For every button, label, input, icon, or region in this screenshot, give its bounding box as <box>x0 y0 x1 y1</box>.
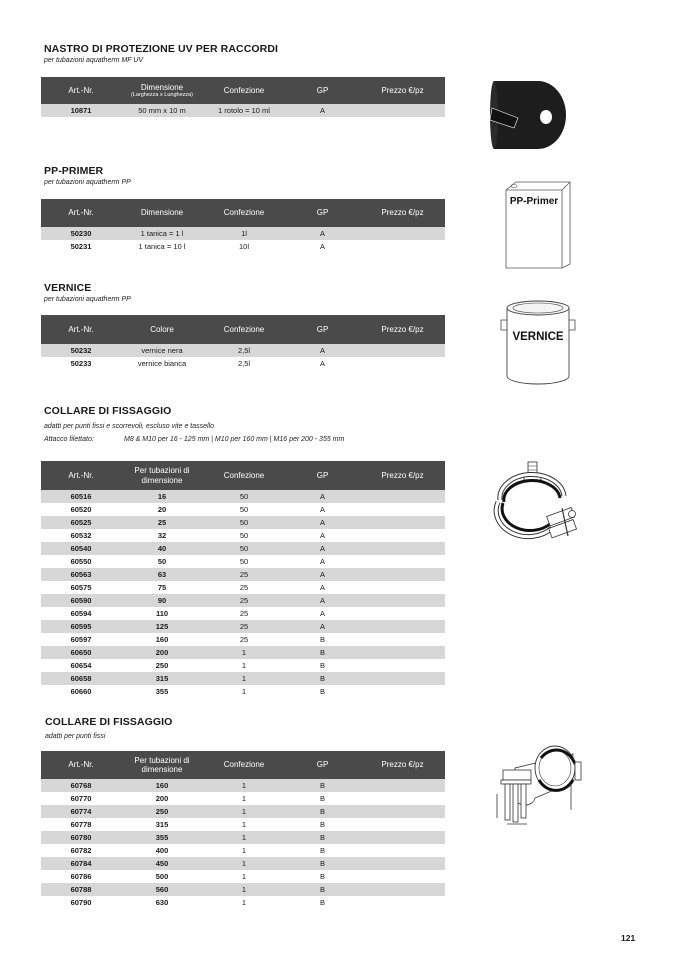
col-header-gp: GP <box>285 199 360 227</box>
table-row <box>41 490 445 503</box>
cell-gp: A <box>285 490 360 503</box>
vernice-label: VERNICE <box>512 331 564 343</box>
cell-art-nr: 60788 <box>41 883 121 896</box>
cell-dimension: 1 tanica = 10 l <box>138 242 186 251</box>
cell-gp: B <box>319 820 325 829</box>
table-row <box>41 685 445 698</box>
cell-gp: A <box>319 505 325 514</box>
cell-gp: B <box>285 883 360 896</box>
table-body <box>41 104 445 117</box>
cell-gp: B <box>319 898 325 907</box>
col-header-gp: GP <box>285 751 360 779</box>
cell-packaging: 1 <box>203 646 285 659</box>
cell-price <box>360 633 445 646</box>
col-header-price: Prezzo €/pz <box>360 751 445 779</box>
cell-packaging: 25 <box>203 594 285 607</box>
table-row <box>41 516 445 529</box>
cell-gp: A <box>319 609 325 618</box>
cell-gp: A <box>319 557 325 566</box>
table-row <box>41 831 445 844</box>
pipe-clamp-image <box>490 458 585 548</box>
section-title: NASTRO DI PROTEZIONE UV PER RACCORDI <box>44 43 279 55</box>
section-title: VERNICE <box>44 282 92 294</box>
col-header-price: Prezzo €/pz <box>360 461 445 490</box>
cell-gp: B <box>319 635 325 644</box>
thread-spec-value: M8 & M10 per 16 - 125 mm | M10 per 160 mm | M16 per 200 - 355 mm <box>124 436 345 443</box>
col-header-dimension <box>121 77 203 104</box>
cell-packaging: 1 <box>241 820 247 829</box>
cell-gp: A <box>285 344 360 357</box>
table-row <box>41 659 445 672</box>
cell-price <box>360 227 445 240</box>
cell-dimension: 160 <box>155 635 169 644</box>
cell-price <box>360 805 445 818</box>
col-header-price: Prezzo €/pz <box>360 199 445 227</box>
cell-dimension: 200 <box>155 794 169 803</box>
cell-art-nr: 60790 <box>70 898 92 907</box>
cell-packaging: 25 <box>203 620 285 633</box>
table-row <box>41 792 445 805</box>
section-subtitle: adatti per punti fissi <box>45 733 106 740</box>
cell-gp: A <box>319 531 325 540</box>
cell-price <box>360 896 445 909</box>
cell-art-nr: 60768 <box>41 779 121 792</box>
cell-price <box>360 240 445 253</box>
fixed-point-clamp-image <box>493 740 588 835</box>
table-row <box>41 503 445 516</box>
cell-price <box>360 516 445 529</box>
cell-price <box>360 646 445 659</box>
cell-gp: B <box>285 646 360 659</box>
cell-dimension: 355 <box>155 687 169 696</box>
cell-packaging: 50 <box>239 531 249 540</box>
cell-gp: A <box>319 583 325 592</box>
cell-dimension: 50 <box>157 557 167 566</box>
col-header-packaging: Confezione <box>203 199 285 227</box>
cell-art-nr: 60595 <box>41 620 121 633</box>
cell-dimension: 160 <box>121 779 203 792</box>
table-row <box>41 883 445 896</box>
table-row <box>41 779 445 792</box>
cell-gp: A <box>285 104 360 117</box>
col-header-art: Art.-Nr. <box>41 751 121 779</box>
cell-art-nr: 60778 <box>70 820 92 829</box>
table-row <box>41 357 445 370</box>
cell-art-nr: 50232 <box>41 344 121 357</box>
cell-art-nr: 60540 <box>41 542 121 555</box>
cell-packaging: 1 <box>203 805 285 818</box>
product-table <box>41 77 445 117</box>
col-header-dimension-note: (Larghezza x Lunghezza) <box>130 91 194 98</box>
cell-gp: B <box>319 846 325 855</box>
cell-price <box>360 555 445 568</box>
col-header-gp: GP <box>285 315 360 344</box>
product-table <box>41 199 445 253</box>
cell-dimension: 315 <box>155 820 169 829</box>
cell-dimension: 200 <box>121 646 203 659</box>
cell-packaging: 1 <box>203 779 285 792</box>
cell-art-nr: 60780 <box>41 831 121 844</box>
table-row <box>41 104 445 117</box>
cell-dimension: vernice nera <box>121 344 203 357</box>
cell-gp: B <box>285 779 360 792</box>
cell-gp: A <box>285 516 360 529</box>
cell-art-nr: 60770 <box>70 794 92 803</box>
col-header-pipe-size: Per tubazioni di dimensione <box>121 461 203 490</box>
cell-dimension: 315 <box>121 672 203 685</box>
col-header-pipe-size: Per tubazioni di dimensione <box>121 751 203 779</box>
cell-gp: A <box>285 227 360 240</box>
cell-packaging: 1 <box>241 846 247 855</box>
table-row <box>41 818 445 831</box>
cell-dimension: 25 <box>121 516 203 529</box>
cell-dimension: 250 <box>155 661 169 670</box>
pp-primer-canister-image <box>502 180 572 270</box>
section-subtitle: adatti per punti fissi e scorrevoli, escluso vite e tassello <box>44 423 215 430</box>
cell-art-nr: 50230 <box>41 227 121 240</box>
cell-price <box>360 490 445 503</box>
cell-packaging: 10l <box>238 242 249 251</box>
cell-price <box>360 818 445 831</box>
cell-art-nr: 60594 <box>70 609 92 618</box>
cell-gp: B <box>285 805 360 818</box>
cell-gp: A <box>285 620 360 633</box>
col-header-color: Colore <box>121 315 203 344</box>
cell-packaging: 1 <box>203 672 285 685</box>
cell-gp: B <box>319 687 325 696</box>
cell-price <box>360 870 445 883</box>
cell-gp: B <box>285 672 360 685</box>
cell-art-nr: 50231 <box>70 242 92 251</box>
section-subtitle: per tubazioni aquatherm PP <box>44 179 131 186</box>
cell-art-nr: 60520 <box>70 505 92 514</box>
cell-price <box>360 792 445 805</box>
cell-art-nr: 60654 <box>70 661 92 670</box>
cell-art-nr: 60658 <box>41 672 121 685</box>
cell-art-nr: 60525 <box>41 516 121 529</box>
product-table <box>41 461 445 698</box>
cell-price <box>360 620 445 633</box>
cell-packaging: 50 <box>203 490 285 503</box>
product-table <box>41 751 445 909</box>
cell-dimension: 50 mm x 10 m <box>121 104 203 117</box>
cell-packaging: 1 <box>241 872 247 881</box>
cell-dimension: 20 <box>157 505 167 514</box>
table-row <box>41 568 445 581</box>
table-row <box>41 672 445 685</box>
cell-gp: A <box>285 568 360 581</box>
cell-packaging: 50 <box>203 542 285 555</box>
cell-packaging: 50 <box>239 557 249 566</box>
cell-art-nr: 60575 <box>70 583 92 592</box>
cell-price <box>360 594 445 607</box>
section-subtitle: per tubazioni aquatherm MF UV <box>44 57 144 64</box>
cell-packaging: 1l <box>203 227 285 240</box>
cell-packaging: 2,5l <box>237 359 251 368</box>
product-table <box>41 315 445 370</box>
paint-can-image <box>498 298 578 388</box>
cell-price <box>360 357 445 370</box>
section-title: COLLARE DI FISSAGGIO <box>45 716 173 728</box>
table-row <box>41 607 445 620</box>
col-header-dimension-label: Dimensione <box>140 82 184 92</box>
cell-art-nr: 60563 <box>41 568 121 581</box>
section-title: COLLARE DI FISSAGGIO <box>44 405 172 417</box>
cell-packaging: 25 <box>239 583 249 592</box>
cell-packaging: 25 <box>239 635 249 644</box>
col-header-gp: GP <box>285 77 360 104</box>
cell-art-nr: 10871 <box>41 104 121 117</box>
table-row <box>41 620 445 633</box>
col-header-packaging: Confezione <box>203 461 285 490</box>
cell-gp: A <box>319 359 325 368</box>
cell-price <box>360 529 445 542</box>
cell-dimension: 16 <box>121 490 203 503</box>
section-title: PP-PRIMER <box>44 165 104 177</box>
table-row <box>41 844 445 857</box>
cell-gp: A <box>319 242 325 251</box>
cell-dimension: 63 <box>121 568 203 581</box>
table-row <box>41 633 445 646</box>
cell-packaging: 1 <box>203 883 285 896</box>
cell-art-nr: 60532 <box>70 531 92 540</box>
table-row <box>41 870 445 883</box>
cell-packaging: 1 <box>203 831 285 844</box>
cell-packaging: 50 <box>239 505 249 514</box>
cell-price <box>360 659 445 672</box>
col-header-dimension: Dimensione <box>121 199 203 227</box>
table-row <box>41 805 445 818</box>
cell-price <box>360 581 445 594</box>
cell-price <box>360 104 445 117</box>
cell-price <box>360 607 445 620</box>
cell-gp: A <box>285 542 360 555</box>
cell-art-nr: 60774 <box>41 805 121 818</box>
table-body <box>41 779 445 909</box>
cell-dimension: 560 <box>121 883 203 896</box>
cell-dimension: 75 <box>157 583 167 592</box>
table-row <box>41 896 445 909</box>
cell-packaging: 50 <box>203 516 285 529</box>
cell-dimension: 355 <box>121 831 203 844</box>
table-row <box>41 594 445 607</box>
cell-dimension: 500 <box>155 872 169 881</box>
cell-packaging: 2,5l <box>203 344 285 357</box>
col-header-price: Prezzo €/pz <box>360 77 445 104</box>
cell-packaging: 1 <box>241 687 247 696</box>
cell-price <box>360 344 445 357</box>
cell-dimension: 90 <box>121 594 203 607</box>
col-header-art: Art.-Nr. <box>41 315 121 344</box>
cell-art-nr: 60660 <box>70 687 92 696</box>
col-header-art: Art.-Nr. <box>41 77 121 104</box>
col-header-art: Art.-Nr. <box>41 461 121 490</box>
cell-art-nr: 60786 <box>70 872 92 881</box>
cell-gp: B <box>319 794 325 803</box>
table-row <box>41 555 445 568</box>
cell-gp: B <box>285 857 360 870</box>
cell-price <box>360 568 445 581</box>
cell-packaging: 25 <box>239 609 249 618</box>
cell-dimension: 630 <box>155 898 169 907</box>
col-header-gp: GP <box>285 461 360 490</box>
cell-dimension: 110 <box>155 609 169 618</box>
thread-spec <box>44 436 344 443</box>
col-header-packaging: Confezione <box>203 77 285 104</box>
cell-dimension: 250 <box>121 805 203 818</box>
table-row <box>41 646 445 659</box>
table-row <box>41 529 445 542</box>
cell-dimension: vernice bianca <box>137 359 187 368</box>
cell-price <box>360 685 445 698</box>
table-row <box>41 542 445 555</box>
cell-gp: B <box>319 872 325 881</box>
cell-price <box>360 779 445 792</box>
cell-art-nr: 50233 <box>70 359 92 368</box>
table-row <box>41 344 445 357</box>
pp-primer-label: PP-Primer <box>509 196 559 207</box>
col-header-price: Prezzo €/pz <box>360 315 445 344</box>
table-row <box>41 227 445 240</box>
cell-dimension: 40 <box>121 542 203 555</box>
cell-dimension: 450 <box>121 857 203 870</box>
uv-tape-roll-image <box>488 70 572 154</box>
table-row <box>41 240 445 253</box>
col-header-packaging: Confezione <box>203 315 285 344</box>
cell-packaging: 1 <box>203 857 285 870</box>
cell-art-nr: 60650 <box>41 646 121 659</box>
cell-art-nr: 60597 <box>70 635 92 644</box>
cell-art-nr: 60782 <box>70 846 92 855</box>
col-header-packaging: Confezione <box>203 751 285 779</box>
section-subtitle: per tubazioni aquatherm PP <box>44 296 131 303</box>
cell-packaging: 1 rotolo = 10 ml <box>203 104 285 117</box>
cell-price <box>360 672 445 685</box>
cell-price <box>360 844 445 857</box>
cell-price <box>360 503 445 516</box>
cell-price <box>360 542 445 555</box>
cell-art-nr: 60590 <box>41 594 121 607</box>
table-body <box>41 490 445 698</box>
page-number: 121 <box>621 933 636 943</box>
cell-art-nr: 60550 <box>70 557 92 566</box>
table-body <box>41 227 445 253</box>
table-row <box>41 857 445 870</box>
cell-dimension: 400 <box>155 846 169 855</box>
cell-art-nr: 60784 <box>41 857 121 870</box>
cell-dimension: 125 <box>121 620 203 633</box>
cell-gp: A <box>285 594 360 607</box>
cell-dimension: 32 <box>157 531 167 540</box>
cell-gp: B <box>319 661 325 670</box>
table-body <box>41 344 445 370</box>
cell-gp: B <box>285 831 360 844</box>
cell-packaging: 1 <box>241 661 247 670</box>
table-row <box>41 581 445 594</box>
cell-price <box>360 883 445 896</box>
cell-dimension: 1 tanica = 1 l <box>121 227 203 240</box>
cell-price <box>360 831 445 844</box>
cell-packaging: 1 <box>241 898 247 907</box>
cell-price <box>360 857 445 870</box>
thread-spec-label: Attacco filettato: <box>44 436 94 443</box>
cell-packaging: 1 <box>241 794 247 803</box>
col-header-art: Art.-Nr. <box>41 199 121 227</box>
cell-packaging: 25 <box>203 568 285 581</box>
cell-art-nr: 60516 <box>41 490 121 503</box>
